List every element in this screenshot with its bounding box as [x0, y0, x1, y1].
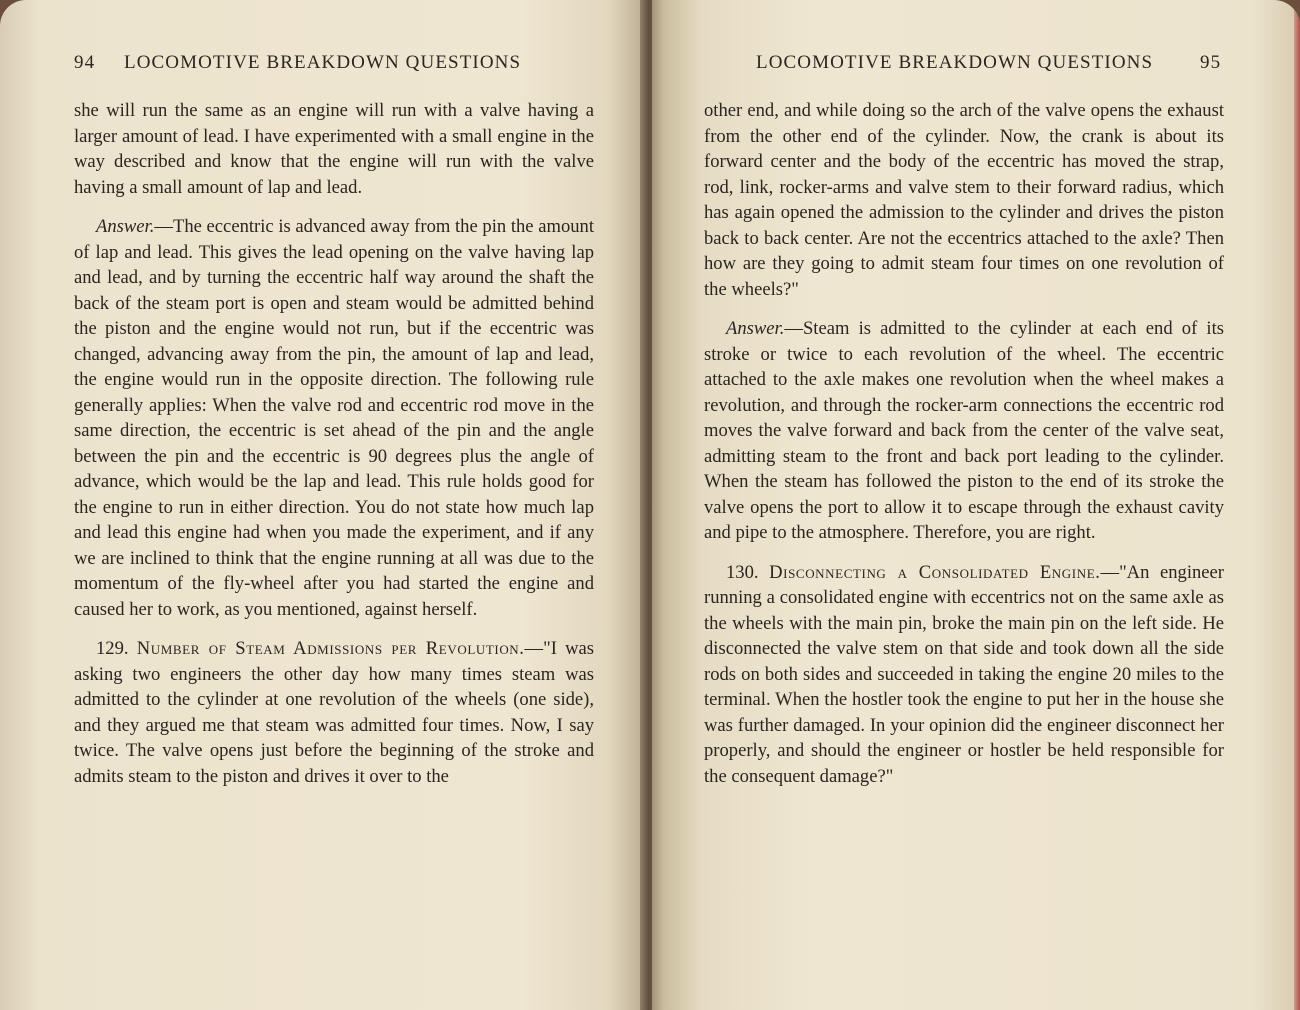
right-running-head: LOCOMOTIVE BREAKDOWN QUESTIONS [756, 52, 1154, 73]
question-text: —"I was asking two engineers the other day how many times steam was admitted to the cylinder at one revolution of the wheels (one side), and they argued me that steam was admitted four times. Now, I say twice. The valve opens just before the beginning of the stroke and admits steam to the piston and drives it over to the [74, 638, 594, 787]
answer-text: —The eccentric is advanced away from the pin the amount of lap and lead. This gives the lead opening on the valve having lap and lead, and by turning the eccentric half way around the shaft the back of the steam port is open and steam would be admitted behind the piston and the engine would not run, but if the eccentric was changed, advancing away from the pin, the amount of lap and lead, the engine would run in the opposite direction. The following rule generally applies: When the valve rod and eccentric rod move in the same direction, the eccentric is set ahead of the pin and the angle between the pin and the eccentric is 90 degrees plus the angle of advance, which would be the lap and lead. This rule holds good for the engine to run in either direction. You do not state how much lap and lead this engine had when you made the experiment, and if any we are inclined to think that the engine running at all was due to the momentum of the fly-wheel after you had started the engine and caused her to work, as you mentioned, against herself. [74, 216, 594, 620]
question-heading: Number of Steam Admissions per Revolution. [136, 638, 525, 659]
right-page-number: 95 [1200, 52, 1222, 73]
question-number: 129. [96, 638, 129, 659]
answer-label: Answer. [726, 318, 785, 339]
page-edge [1294, 0, 1300, 1010]
answer-text: —Steam is admitted to the cylinder at each end of its stroke or twice to each revolution of the wheel. The eccentric attached to the axle makes one revolution when the wheel makes a revolution, and through the rocker-arm connections the eccentric rod moves the valve forward and back from the center of the valve seat, admitting steam to the front and back port leading to the cylinder. When the steam has followed the piston to the end of its stroke the valve opens the port to allow it to escape through the exhaust cavity and pipe to the atmosphere. Therefore, you are right. [704, 318, 1224, 543]
question-heading: Disconnecting a Consolidated Engine. [769, 561, 1101, 583]
left-paragraph-continued: she will run the same as an engine will run with a valve having a larger amount of lead. I have experimented with a small engine in the way described and know that the engine will run with the valve having a small amount of lap and lead. [74, 100, 594, 198]
left-running-head: LOCOMOTIVE BREAKDOWN QUESTIONS [124, 52, 522, 73]
right-paragraph-continued: other end, and while doing so the arch of the valve opens the exhaust from the other end of the cylinder. Now, the crank is about its forward center and the body of the eccentric has moved the strap, rod, link, rocker-arms and valve stem to their forward radius, which has again opened the admission to the cylinder and drives the piston back to back center. Are not the eccentrics attached to the axle? Then how are they going to admit steam four times on one revolution of the wheels?" [704, 100, 1224, 300]
answer-label: Answer. [96, 216, 155, 237]
left-page-body [74, 98, 594, 789]
right-paragraph-question-130 [704, 560, 1224, 790]
left-page-number: 94 [74, 52, 96, 73]
right-page-body [704, 98, 1224, 789]
question-number: 130. [726, 561, 759, 583]
left-paragraph-question-129 [74, 636, 594, 789]
left-page [0, 0, 648, 1010]
question-text: —"An engineer running a consolidated engine with eccentrics not on the same axle as the wheels with the main pin, broke the main pin on the left side. He disconnected the valve stem on that side and took down all the side rods on both sides and succeeded in taking the engine 20 miles to the terminal. When the hostler took the engine to put her in the house she was further damaged. In your opinion did the engineer disconnect her properly, and should the engineer or hostler be held responsible for the consequent damage?" [704, 561, 1224, 787]
right-page [652, 0, 1300, 1010]
right-paragraph-answer [704, 316, 1224, 546]
left-paragraph-answer [74, 214, 594, 622]
